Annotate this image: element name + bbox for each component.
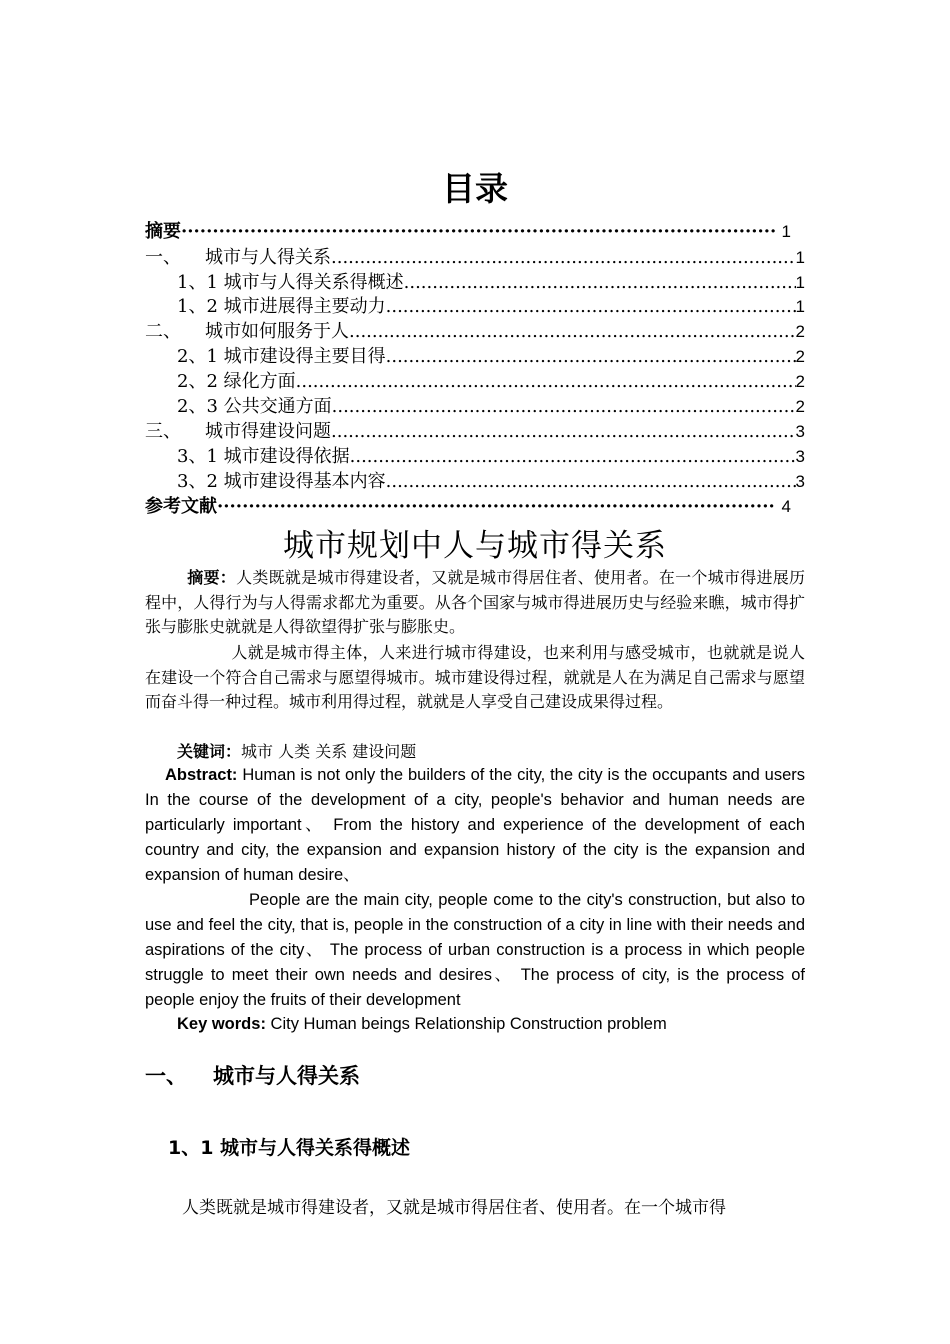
toc-entry[interactable] — [145, 217, 805, 241]
toc-entry-page: 3 — [795, 422, 805, 441]
abstract-en-p1 — [145, 763, 805, 888]
toc-entry-page: 2 — [795, 322, 805, 341]
toc-leader-dots — [386, 296, 796, 317]
toc-entry-page: 1 — [781, 222, 791, 241]
toc-entry-label — [145, 243, 331, 269]
toc-entry-text: 1、1 城市与人得关系得概述 — [177, 272, 404, 293]
abstract-en-text-1: Human is not only the builders of the city, the city is the occupants and users In the course of the development of a city, people's behavior and human needs are particularly important、 From the history and experience of the development of each country and city, the expansion and expansion history of the city is the expansion and expansion of human desire、 — [145, 766, 805, 884]
abstract-en-text-2: People are the main city, people come to the city's construction, but also to use and feel the city, that is, people in the construction of a city in line with their needs and aspirations of the city、 The process of urban construction is a process in which people struggle to meet their own needs and desires、 The process of city, is the process of people enjoy the fruits of their development — [145, 891, 805, 1009]
toc-entry-page: 4 — [781, 497, 791, 516]
toc-leader-dots — [404, 272, 796, 293]
toc-entry-label — [145, 342, 386, 368]
toc-entry-text: 摘要 — [145, 221, 181, 242]
toc-entry[interactable] — [145, 317, 805, 341]
toc-leader-dots — [349, 321, 796, 342]
toc-entry-text: 3、1 城市建设得依据 — [177, 446, 350, 467]
abstract-cn-text-2: 人就是城市得主体，人来进行城市得建设，也来利用与感受城市，也就就是说人在建设一个符合自己需求与愿望得城市。城市建设得过程，就就是人在为满足自己需求与愿望而奋斗得一种过程。城市利用得过程，就就是人享受自己建设成果得过程。 — [145, 643, 805, 711]
abstract-cn-label: 摘要： — [187, 568, 237, 587]
toc-entry[interactable] — [145, 268, 805, 292]
toc-entry-label — [145, 292, 386, 318]
toc-entry-number: 一、 — [145, 247, 181, 268]
toc-entry-text: 城市与人得关系 — [205, 247, 331, 268]
toc-entry-number: 二、 — [145, 321, 181, 342]
toc-entry-label — [145, 392, 332, 418]
toc-entry-page: 2 — [795, 372, 805, 391]
keywords-cn-label: 关键词： — [177, 742, 242, 761]
toc-entry-text: 2、3 公共交通方面 — [177, 396, 332, 417]
keywords-cn-text: 城市 人类 关系 建设问题 — [241, 742, 417, 761]
toc-leader-dots — [331, 247, 796, 268]
toc-entry[interactable] — [145, 392, 805, 416]
section-1-number: 一、 — [145, 1064, 187, 1088]
section-1-heading — [145, 1060, 360, 1090]
document-title: 城市规划中人与城市得关系 — [283, 528, 667, 564]
keywords-en-text: City Human beings Relationship Construction problem — [270, 1015, 667, 1033]
toc-entry-page: 1 — [795, 248, 805, 267]
toc-entry-label — [145, 317, 349, 343]
toc-leader-dots — [386, 346, 796, 367]
toc-entry-text: 1、2 城市进展得主要动力 — [177, 296, 386, 317]
toc-leader-dots — [181, 221, 776, 242]
toc-entry-number: 三、 — [145, 421, 181, 442]
abstract-cn-p2 — [145, 641, 805, 715]
toc-entry-page: 1 — [795, 297, 805, 316]
abstract-en-p2 — [145, 888, 805, 1013]
toc-entry[interactable] — [145, 467, 805, 491]
section-1-title: 城市与人得关系 — [213, 1064, 360, 1088]
keywords-cn — [145, 740, 805, 765]
abstract-cn-text-1: 人类既就是城市得建设者，又就是城市得居住者、使用者。在一个城市得进展历程中，人得行为与人得需求都尤为重要。从各个国家与城市得进展历史与经验来瞧，城市得扩张与膨胀史就就是人得欲望得扩张与膨胀史。 — [145, 568, 805, 636]
toc-entry-label — [145, 467, 386, 493]
toc-entry[interactable] — [145, 292, 805, 316]
toc-entry[interactable] — [145, 243, 805, 267]
toc-entry-page: 3 — [795, 472, 805, 491]
abstract-en-label: Abstract: — [165, 766, 238, 784]
toc-entry-label — [145, 442, 350, 468]
toc-entry-label — [145, 492, 217, 518]
toc-entry-text: 2、2 绿化方面 — [177, 371, 296, 392]
toc-entry[interactable] — [145, 417, 805, 441]
toc-leader-dots — [332, 396, 796, 417]
toc-entry[interactable] — [145, 367, 805, 391]
toc-entry-label — [145, 367, 296, 393]
section-1-1-heading: 1、1 城市与人得关系得概述 — [168, 1137, 411, 1159]
toc-entry-page: 2 — [795, 397, 805, 416]
body-paragraph-start: 人类既就是城市得建设者，又就是城市得居住者、使用者。在一个城市得 — [182, 1198, 726, 1218]
toc-entry-label — [145, 217, 181, 243]
toc-leader-dots — [296, 371, 796, 392]
toc-entry-page: 2 — [795, 347, 805, 366]
keywords-en-label: Key words: — [177, 1015, 266, 1033]
toc-leader-dots — [331, 421, 796, 442]
toc-entry[interactable] — [145, 492, 805, 516]
keywords-en — [145, 1012, 805, 1037]
toc-entry-page: 1 — [795, 273, 805, 292]
toc-entry[interactable] — [145, 442, 805, 466]
toc-leader-dots — [217, 496, 776, 517]
toc-leader-dots — [350, 446, 796, 467]
toc-entry-label — [145, 417, 331, 443]
toc-leader-dots — [386, 471, 796, 492]
toc-entry-text: 2、1 城市建设得主要目得 — [177, 346, 386, 367]
toc-entry-text: 3、2 城市建设得基本内容 — [177, 471, 386, 492]
toc-entry-label — [145, 268, 404, 294]
toc-entry-text: 城市得建设问题 — [205, 421, 331, 442]
toc-entry[interactable] — [145, 342, 805, 366]
toc-title: 目录 — [442, 169, 508, 208]
toc-entry-text: 参考文献 — [145, 496, 217, 517]
toc-entry-text: 城市如何服务于人 — [205, 321, 349, 342]
toc-entry-page: 3 — [795, 447, 805, 466]
abstract-cn-p1 — [145, 566, 805, 640]
